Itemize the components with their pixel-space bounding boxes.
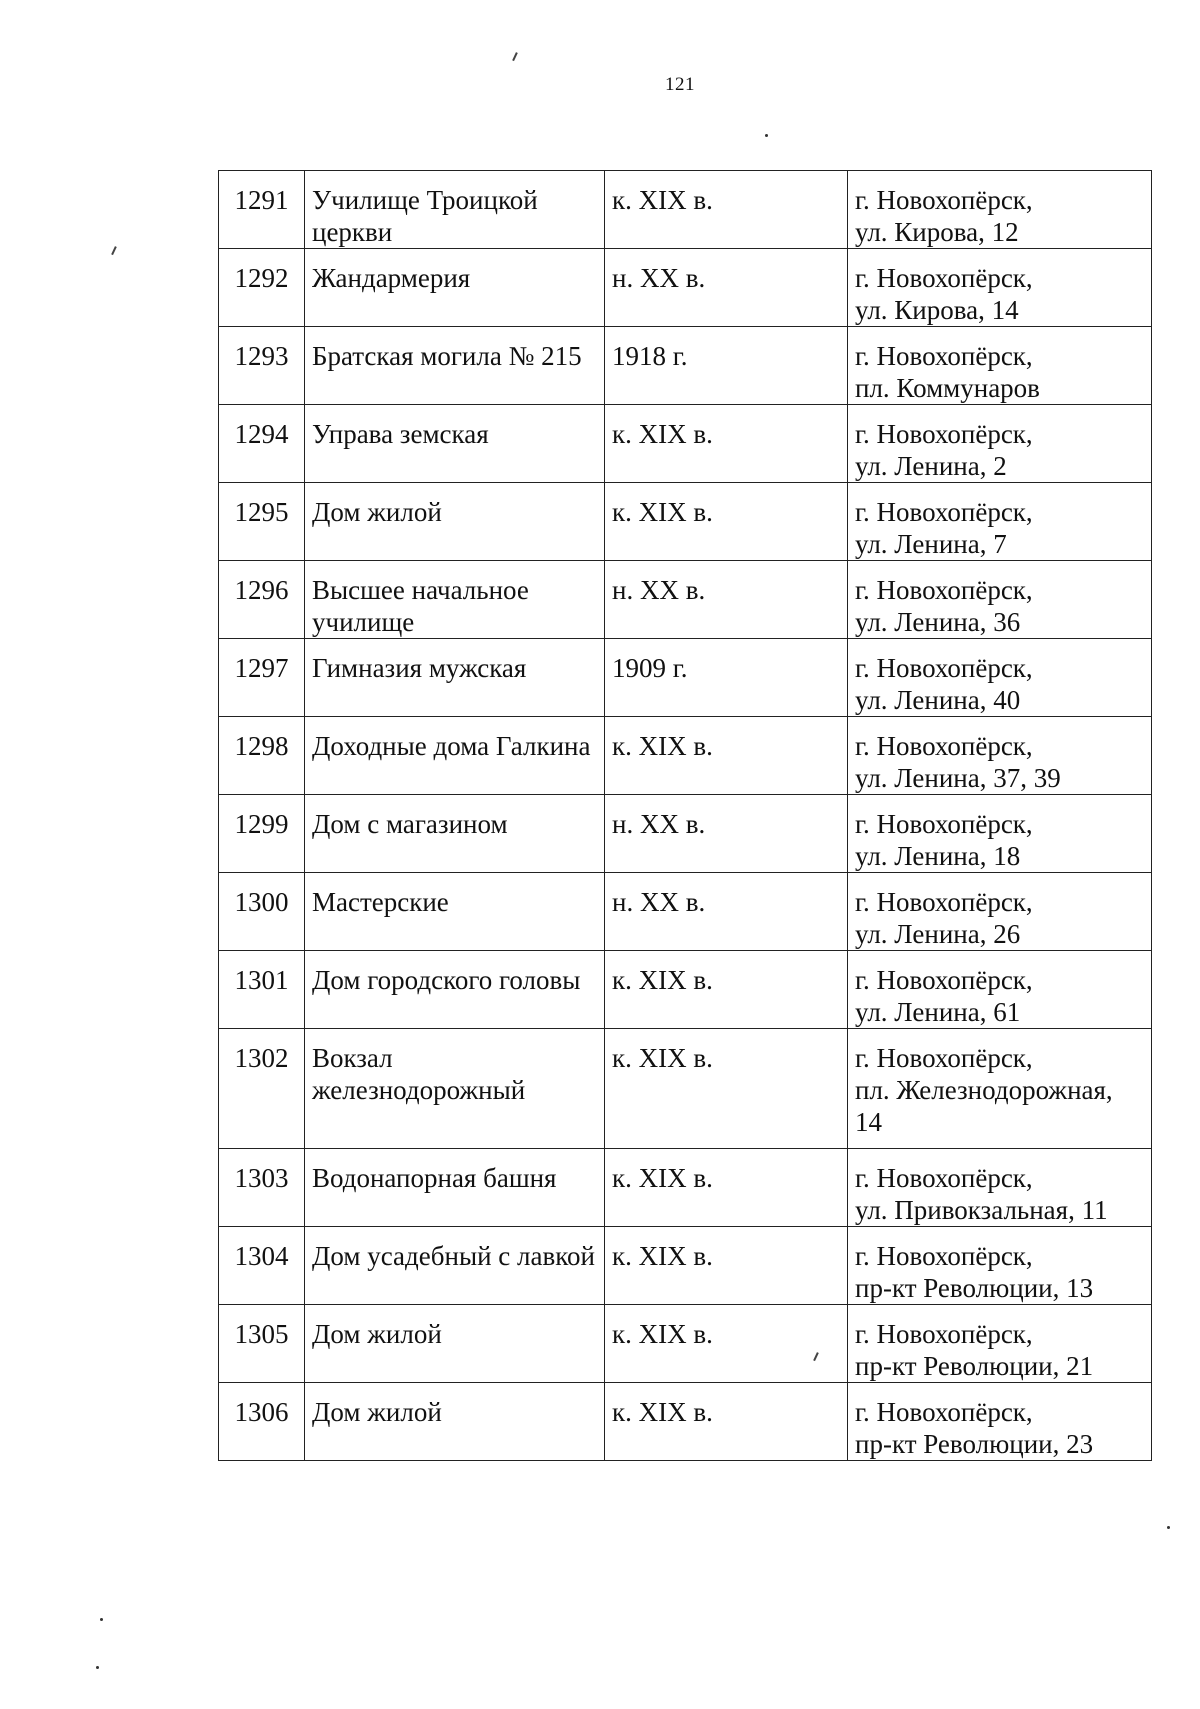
cell-address [848,1029,1152,1149]
cell-object-name: Гимназия мужская [305,639,605,717]
cell-object-name: Дом жилой [305,1305,605,1383]
cell-number: 1302 [219,1029,305,1149]
cell-dating: к. XIX в. [605,483,848,561]
cell-object-name: Жандармерия [305,249,605,327]
cell-address [848,1305,1152,1383]
cell-address [848,327,1152,405]
cell-dating: 1918 г. [605,327,848,405]
cell-address [848,873,1152,951]
cell-object-name: Дом с магазином [305,795,605,873]
page-number: 121 [665,74,695,95]
cell-object-name: Мастерские [305,873,605,951]
cell-number: 1301 [219,951,305,1029]
cell-number: 1300 [219,873,305,951]
cell-dating: к. XIX в. [605,951,848,1029]
address-line: ул. Ленина, 2 [855,451,1007,481]
address-line: пр-кт Революции, 21 [855,1351,1094,1381]
cell-dating: к. XIX в. [605,717,848,795]
table-row [219,1227,1152,1305]
address-line: ул. Ленина, 40 [855,685,1021,715]
cell-number: 1299 [219,795,305,873]
cell-dating: 1909 г. [605,639,848,717]
address-line: пл. Коммунаров [855,373,1040,403]
cell-object-name: Дом усадебный с лавкой [305,1227,605,1305]
cell-object-name: Доходные дома Галкина [305,717,605,795]
cell-object-name: Управа земская [305,405,605,483]
cell-dating: к. XIX в. [605,1149,848,1227]
address-line: г. Новохопёрск, [855,419,1033,449]
table-row [219,795,1152,873]
address-line: ул. Привокзальная, 11 [855,1195,1108,1225]
address-line: ул. Кирова, 14 [855,295,1019,325]
cell-number: 1292 [219,249,305,327]
cell-dating: н. XX в. [605,795,848,873]
cell-number: 1296 [219,561,305,639]
cell-object-name: Дом жилой [305,483,605,561]
address-line: г. Новохопёрск, [855,965,1033,995]
cell-number: 1305 [219,1305,305,1383]
address-line: г. Новохопёрск, [855,1163,1033,1193]
cell-number: 1297 [219,639,305,717]
cell-dating: к. XIX в. [605,171,848,249]
table-row [219,405,1152,483]
address-line: г. Новохопёрск, [855,1043,1033,1073]
address-line: г. Новохопёрск, [855,341,1033,371]
address-line: г. Новохопёрск, [855,1397,1033,1427]
address-line: г. Новохопёрск, [855,1319,1033,1349]
address-line: пр-кт Революции, 13 [855,1273,1094,1303]
table-row [219,483,1152,561]
scan-mark [512,52,517,61]
table-row [219,873,1152,951]
cell-address [848,1227,1152,1305]
cell-number: 1304 [219,1227,305,1305]
cell-object-name: Высшее начальное училище [305,561,605,639]
address-line: пл. Железнодорожная, [855,1075,1113,1105]
table-row [219,1305,1152,1383]
cell-dating: н. XX в. [605,249,848,327]
scan-speck [1167,1526,1170,1529]
cell-address [848,561,1152,639]
cell-object-name: Дом городского головы [305,951,605,1029]
address-line: ул. Ленина, 18 [855,841,1021,871]
address-line: г. Новохопёрск, [855,887,1033,917]
cell-object-name: Училище Троицкой церкви [305,171,605,249]
cell-number: 1293 [219,327,305,405]
cell-dating: н. XX в. [605,561,848,639]
cell-number: 1295 [219,483,305,561]
cell-object-name: Водонапорная башня [305,1149,605,1227]
cell-address [848,951,1152,1029]
cell-address [848,717,1152,795]
table-row [219,717,1152,795]
address-line: ул. Ленина, 61 [855,997,1021,1027]
address-line: ул. Ленина, 36 [855,607,1021,637]
address-line: ул. Ленина, 7 [855,529,1007,559]
address-line: г. Новохопёрск, [855,731,1033,761]
table-row [219,327,1152,405]
table-row [219,951,1152,1029]
address-line: ул. Ленина, 37, 39 [855,763,1061,793]
cell-address [848,249,1152,327]
scan-speck [765,134,768,137]
address-line: ул. Кирова, 12 [855,217,1019,247]
scan-mark [111,246,116,255]
address-line: г. Новохопёрск, [855,1241,1033,1271]
cell-dating: к. XIX в. [605,1383,848,1461]
address-line: г. Новохопёрск, [855,263,1033,293]
table-row [219,1383,1152,1461]
table-row [219,249,1152,327]
table-body [219,171,1152,1461]
cell-number: 1298 [219,717,305,795]
cell-address [848,795,1152,873]
cell-number: 1303 [219,1149,305,1227]
cell-number: 1306 [219,1383,305,1461]
address-line: г. Новохопёрск, [855,809,1033,839]
table-row [219,171,1152,249]
scan-speck [96,1666,99,1669]
address-line: г. Новохопёрск, [855,497,1033,527]
cell-address [848,1149,1152,1227]
table-row [219,561,1152,639]
cell-address [848,1383,1152,1461]
cell-address [848,639,1152,717]
address-line: г. Новохопёрск, [855,185,1033,215]
scan-speck [100,1618,103,1621]
address-line: 14 [855,1107,882,1137]
cell-dating: к. XIX в. [605,405,848,483]
table-row [219,1029,1152,1149]
cell-address [848,483,1152,561]
address-line: г. Новохопёрск, [855,575,1033,605]
address-line: пр-кт Революции, 23 [855,1429,1094,1459]
cell-address [848,405,1152,483]
cell-address [848,171,1152,249]
cell-dating: к. XIX в. [605,1305,848,1383]
cell-dating: к. XIX в. [605,1227,848,1305]
cell-dating: к. XIX в. [605,1029,848,1149]
cell-object-name: Дом жилой [305,1383,605,1461]
registry-table [218,170,1152,1461]
cell-object-name: Братская могила № 215 [305,327,605,405]
table-row [219,1149,1152,1227]
cell-number: 1294 [219,405,305,483]
cell-number: 1291 [219,171,305,249]
table-row [219,639,1152,717]
address-line: г. Новохопёрск, [855,653,1033,683]
address-line: ул. Ленина, 26 [855,919,1021,949]
cell-object-name: Вокзал железнодорожный [305,1029,605,1149]
cell-dating: н. XX в. [605,873,848,951]
